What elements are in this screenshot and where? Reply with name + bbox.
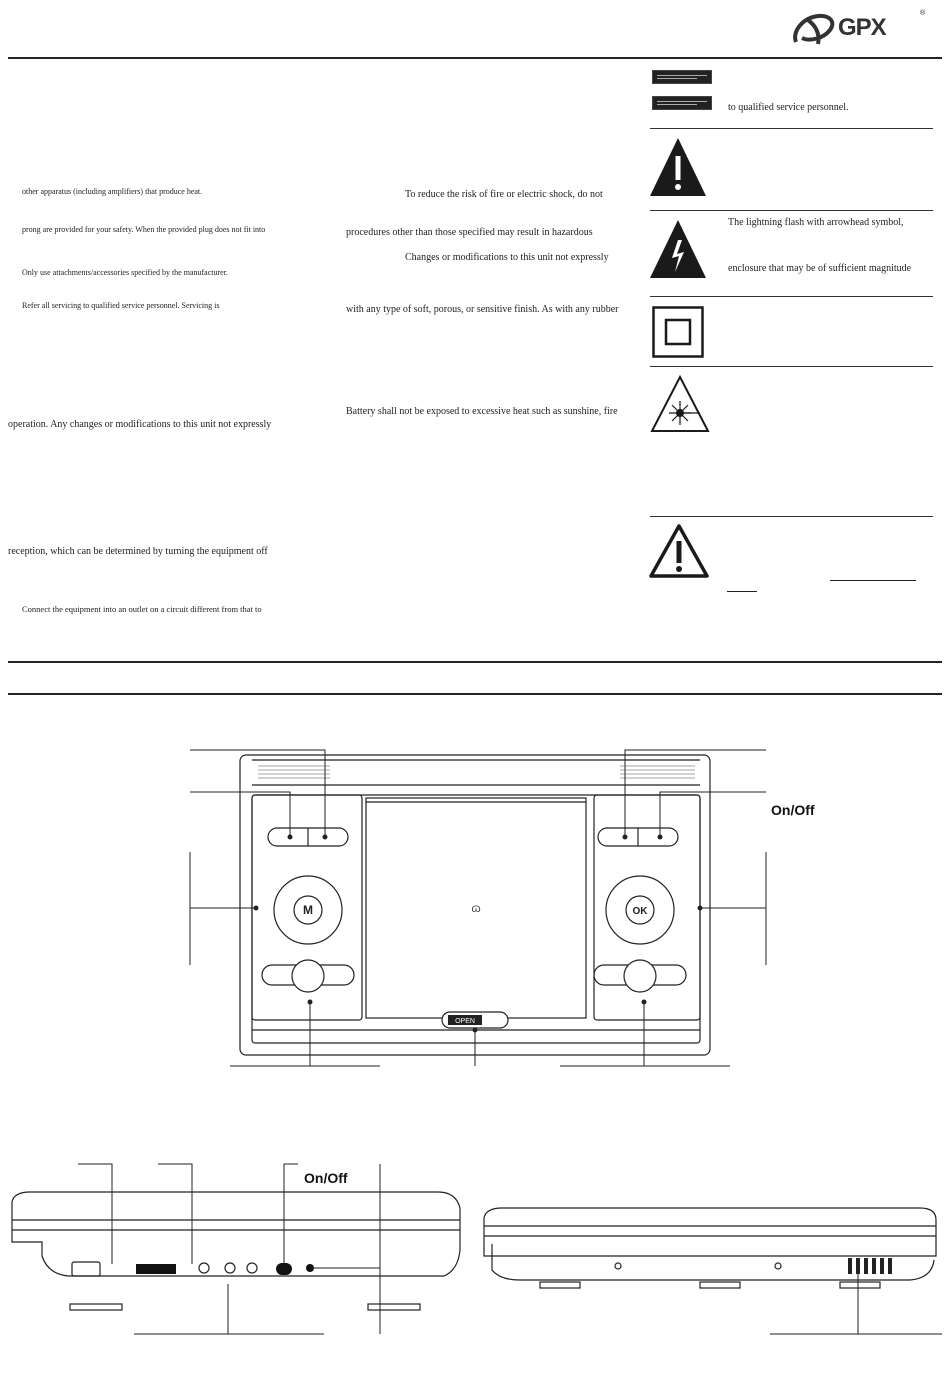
middle-line-4: with any type of soft, porous, or sensitive finish. As with any rubber [346,304,619,315]
caution-underline-1 [830,580,916,581]
right-divider-2 [650,210,933,211]
left-line-6: reception, which can be determined by turning the equipment off [8,546,268,557]
svg-text:OPEN: OPEN [455,1018,475,1025]
middle-line-5: Battery shall not be exposed to excessive heat such as sunshine, fire [346,406,618,417]
left-line-1: other apparatus (including amplifiers) that produce heat. [22,187,203,196]
left-line-5: operation. Any changes or modifications to this unit not expressly [8,419,272,430]
lightning-triangle-icon [648,218,708,280]
gpx-swirl-icon [790,12,840,48]
brand-name: GPX [838,14,886,41]
right-divider-3 [650,296,933,297]
top-rule [8,57,942,59]
middle-line-1: To reduce the risk of fire or electric shock, do not [405,189,603,200]
front-panel-diagram [180,740,780,1080]
caution-underline-2 [727,591,757,592]
service-text: to qualified service personnel. [728,102,849,113]
laser-radiation-icon [650,375,710,433]
left-line-3: Only use attachments/accessories specified by the manufacturer. [22,268,228,277]
left-line-4: Refer all servicing to qualified service personnel. Servicing is [22,301,220,310]
left-line-2: prong are provided for your safety. When the provided plug does not fit into [22,225,266,234]
left-side-diagram [8,1160,468,1340]
front-on-off-label: On/Off [771,802,815,818]
right-divider-5 [650,516,933,517]
gpx-logo [790,8,940,50]
svg-text:M: M [303,903,313,917]
middle-line-3: Changes or modifications to this unit not expressly [405,252,609,263]
caution-label-bottom [652,96,712,110]
svg-text:ɷ: ɷ [471,901,481,915]
lightning-text-2: enclosure that may be of sufficient magnitude [728,263,912,274]
caution-label-top [652,70,712,84]
section-rule-1 [8,661,942,663]
middle-line-2: procedures other than those specified may result in hazardous [346,227,593,238]
right-divider-1 [650,128,933,129]
right-divider-4 [650,366,933,367]
double-insulation-icon [652,306,704,358]
caution-triangle-icon [648,523,710,579]
warning-triangle-icon [648,136,708,198]
registered-mark: ® [920,10,926,17]
right-side-diagram [480,1200,942,1340]
svg-text:OK: OK [632,906,648,917]
section-rule-2 [8,693,942,695]
left-line-7: Connect the equipment into an outlet on a circuit different from that to [22,604,262,614]
side-on-off-label: On/Off [304,1170,348,1186]
lightning-text-1: The lightning flash with arrowhead symbol, [728,217,904,228]
